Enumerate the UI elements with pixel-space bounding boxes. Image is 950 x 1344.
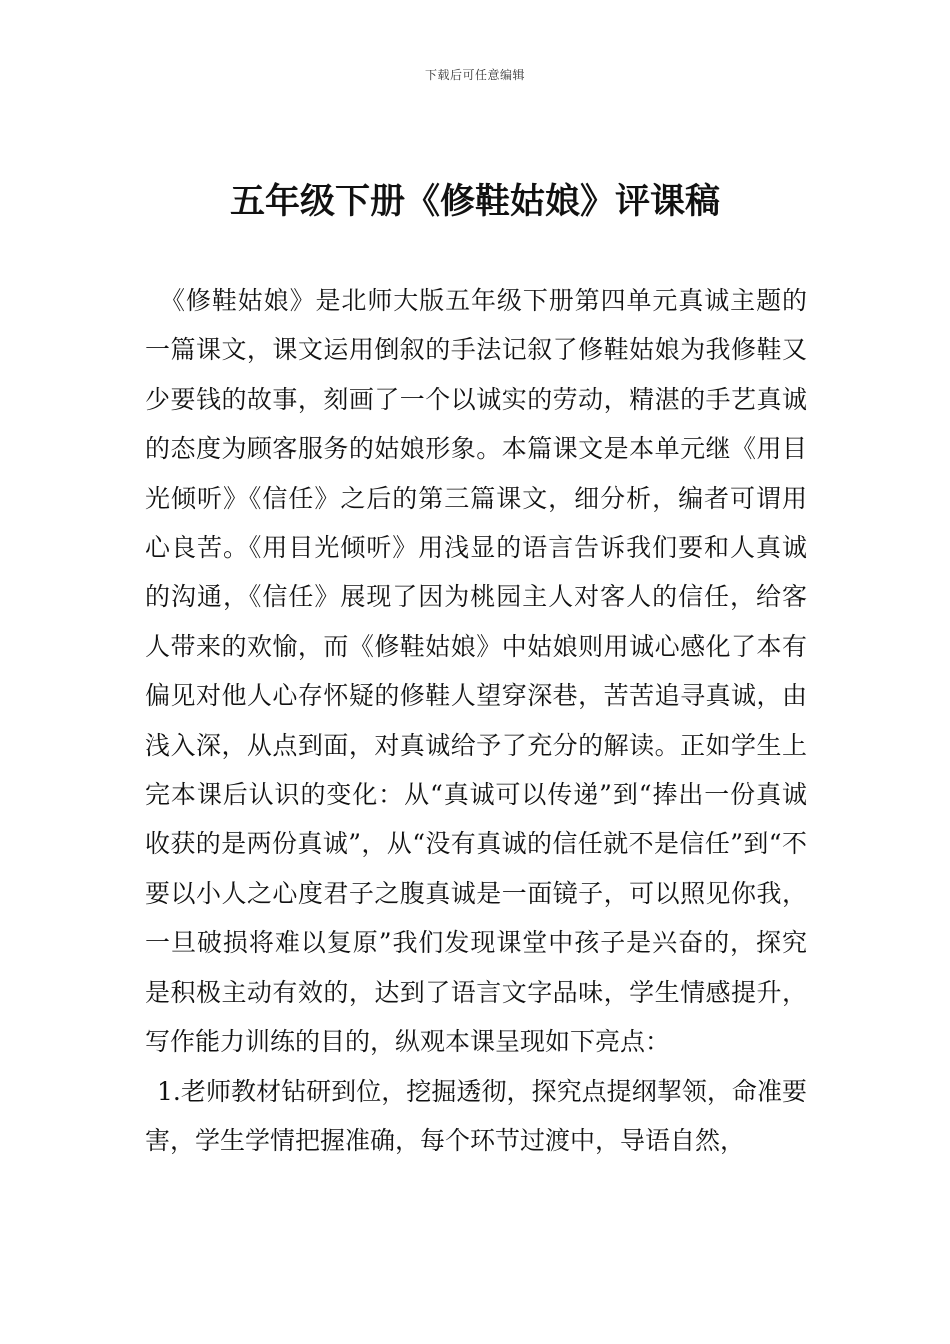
paragraph-point-1: 1.老师教材钻研到位，挖掘透彻，探究点提纲挈领，命准要害，学生学情把握准确，每个环节过渡中，导语自然， xyxy=(145,1076,807,1155)
header-note: 下载后可任意编辑 xyxy=(424,68,525,82)
document-body xyxy=(145,276,807,1165)
document-title: 五年级下册《修鞋姑娘》评课稿 xyxy=(229,182,720,222)
paragraph-intro: 《修鞋姑娘》是北师大版五年级下册第四单元真诚主题的一篇课文，课文运用倒叙的手法记叙了修鞋姑娘为我修鞋又少要钱的故事，刻画了一个以诚实的劳动，精湛的手艺真诚的态度为顾客服务的姑娘形象。本篇课文是本单元继《用目光倾听》《信任》之后的第三篇课文，细分析，编者可谓用心良苦。《用目光倾听》用浅显的语言告诉我们要和人真诚的沟通，《信任》展现了因为桃园主人对客人的信任，给客人带来的欢愉，而《修鞋姑娘》中姑娘则用诚心感化了本有偏见对他人心存怀疑的修鞋人望穿深巷，苦苦追寻真诚，由浅入深，从点到面，对真诚给予了充分的解读。正如学生上完本课后认识的变化：从“真诚可以传递”到“捧出一份真诚收获的是两份真诚”，从“没有真诚的信任就不是信任”到“不要以小人之心度君子之腹真诚是一面镜子，可以照见你我，一旦破损将难以复原”我们发现课堂中孩子是兴奋的，探究是积极主动有效的，达到了语言文字品味，学生情感提升，写作能力训练的目的，纵观本课呈现如下亮点： xyxy=(145,286,807,1057)
